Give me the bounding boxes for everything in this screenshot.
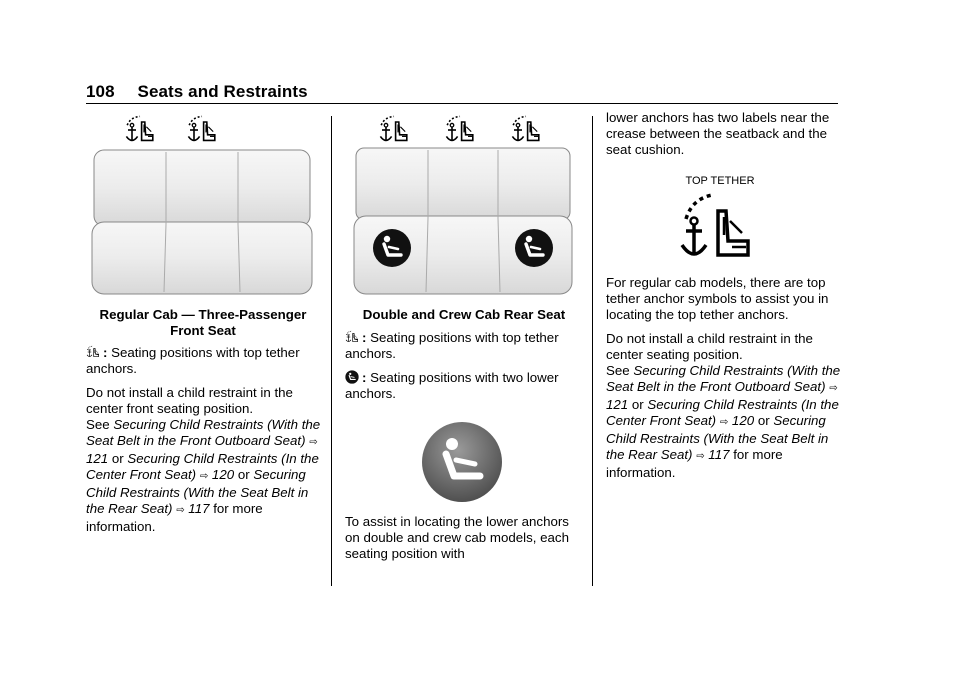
rear-seat-caption: Double and Crew Cab Rear Seat [362,307,566,322]
tether-legend [86,345,326,377]
middle-column-text [345,330,585,410]
top-tether-anchor-icon [446,116,472,140]
front-seat-figure [88,114,316,304]
cross-reference-link[interactable]: Securing Child Restraints (In the Center Front Seat) [606,397,839,428]
cross-reference-link[interactable]: Securing Child Restraints (With the Seat Belt in the Rear Seat) [606,413,829,462]
right-column-text [606,275,842,489]
page-reference[interactable]: 117 [708,447,730,462]
left-column-text [86,345,326,543]
legend-text: Seating positions with two lower anchors. [345,370,559,401]
lower-anchor-legend [345,370,585,402]
top-tether-anchor-icon [512,116,538,140]
top-tether-anchor-icon [188,116,214,140]
rear-seat-figure [352,114,574,300]
top-tether-anchor-icon [380,116,406,140]
page-reference[interactable]: 117 [188,501,210,516]
lower-anchor-icon [345,370,359,384]
legend-text: Seating positions with top tether anchors. [86,345,300,376]
paragraph [86,385,326,535]
column-divider-left [331,116,332,586]
page-reference-arrow-icon: ⇨ [696,451,705,462]
page-number: 108 [86,82,115,101]
page-reference[interactable]: 121 [606,397,629,412]
lower-anchor-label-figure [420,420,504,504]
middle-column-bottom-text [345,514,585,570]
lower-anchor-icon [373,229,411,267]
cross-reference-link[interactable]: Securing Child Restraints (With the Seat Belt in the Front Outboard Seat) [86,417,321,448]
paragraph-text: or [631,397,644,412]
top-tether-label-figure [670,175,770,265]
paragraph [606,331,842,481]
caption-line: Front Seat [170,323,236,338]
paragraph: To assist in locating the lower anchors on double and crew cab models, each seating position with [345,514,569,561]
page-reference[interactable]: 121 [86,451,109,466]
paragraph-text: or [757,413,770,428]
paragraph-text: or [111,451,124,466]
page-reference-arrow-icon: ⇨ [176,505,185,516]
page-reference[interactable]: 120 [211,467,235,482]
paragraph-text: See [86,417,110,432]
paragraph: lower anchors has two labels near the crease between the seatback and the seat cushion. [606,110,830,157]
paragraph-text: Do not install a child restraint in the center front seating position. [86,385,293,416]
page-reference-arrow-icon: ⇨ [719,417,729,428]
paragraph-text: or [237,467,250,482]
right-column-top-text [606,110,840,166]
header-rule [86,103,838,104]
top-tether-anchor-icon [86,345,100,359]
legend-symbol: : [362,330,367,345]
page-reference-arrow-icon: ⇨ [829,383,838,394]
legend-text: Seating positions with top tether anchors. [345,330,559,361]
page-header [86,82,308,102]
legend-symbol: : [103,345,108,360]
page-reference-arrow-icon: ⇨ [309,437,318,448]
paragraph-text: for more information. [86,501,263,534]
paragraph-text: for more information. [606,447,783,480]
paragraph-text: Do not install a child restraint in the center seating position. [606,331,813,362]
caption-line: Regular Cab — Three-Passenger [99,307,307,322]
column-divider-right [592,116,593,586]
legend-symbol: : [362,370,367,385]
lower-anchor-icon [515,229,553,267]
tether-legend [345,330,585,362]
section-title: Seats and Restraints [137,82,308,101]
cross-reference-link[interactable]: Securing Child Restraints (With the Seat Belt in the Rear Seat) [86,467,309,516]
top-tether-anchor-icon [126,116,152,140]
top-tether-anchor-icon [670,189,770,263]
cross-reference-link[interactable]: Securing Child Restraints (In the Center Front Seat) [86,451,319,482]
top-tether-label: TOP TETHER [685,175,755,187]
front-seat-caption [88,307,318,339]
cross-reference-link[interactable]: Securing Child Restraints (With the Seat Belt in the Front Outboard Seat) [606,363,841,394]
top-tether-anchor-icon [345,330,359,344]
paragraph-text: See [606,363,630,378]
page-reference[interactable]: 120 [731,413,755,428]
page-reference-arrow-icon: ⇨ [199,471,209,482]
paragraph: For regular cab models, there are top tether anchor symbols to assist you in locating the top tether anchors. [606,275,829,322]
